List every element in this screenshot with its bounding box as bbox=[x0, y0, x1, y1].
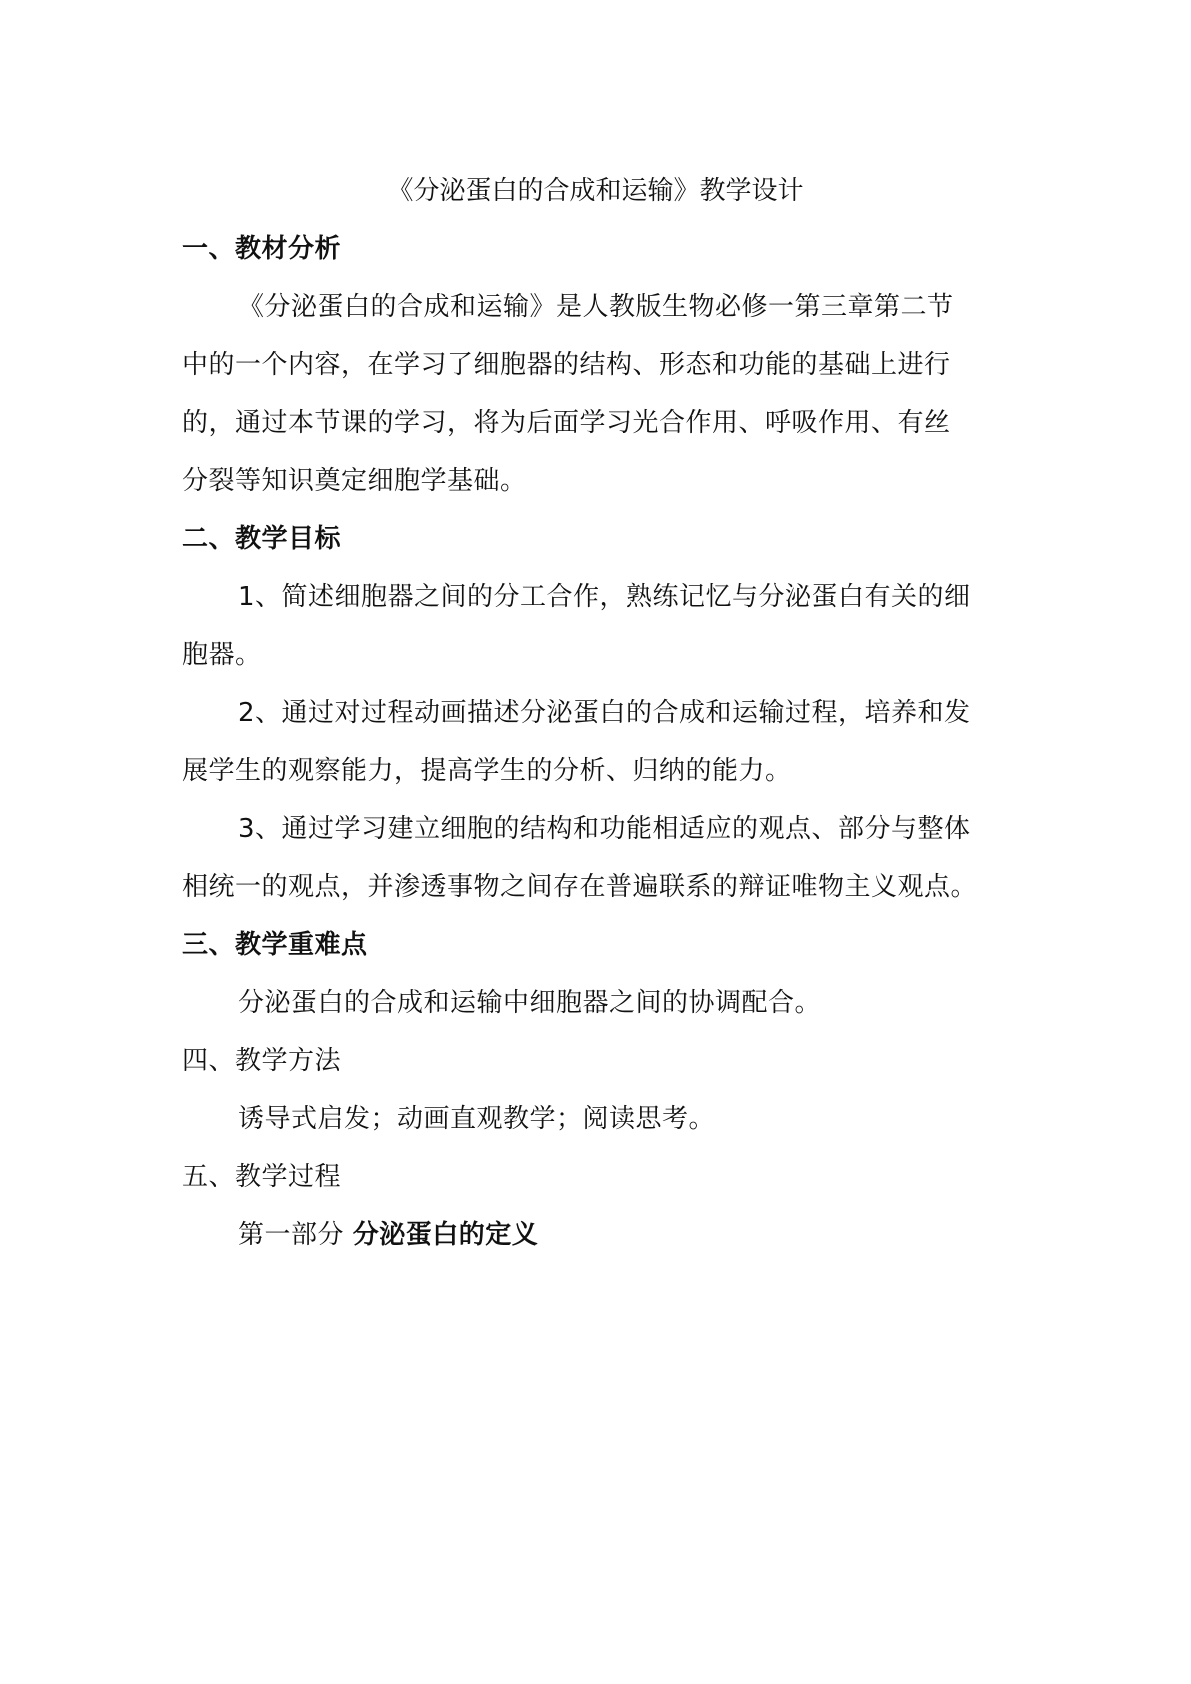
paragraph-line: 的，通过本节课的学习，将为后面学习光合作用、呼吸作用、有丝 bbox=[182, 408, 951, 438]
paragraph-line: 相统一的观点，并渗透事物之间存在普遍联系的辩证唯物主义观点。 bbox=[182, 872, 978, 902]
section-heading-textbook-analysis: 一、教材分析 bbox=[182, 234, 342, 264]
paragraph-line: 中的一个内容，在学习了细胞器的结构、形态和功能的基础上进行 bbox=[182, 350, 951, 380]
part-heading bbox=[238, 1218, 538, 1252]
paragraph-line: 分泌蛋白的合成和运输中细胞器之间的协调配合。 bbox=[238, 988, 822, 1018]
part-title: 分泌蛋白的定义 bbox=[352, 1220, 539, 1250]
section-heading-teaching-goals: 二、教学目标 bbox=[182, 524, 342, 554]
section-heading-key-difficulties: 三、教学重难点 bbox=[182, 930, 368, 960]
document-title: 《分泌蛋白的合成和运输》教学设计 bbox=[387, 176, 804, 206]
paragraph-line: 1、简述细胞器之间的分工合作，熟练记忆与分泌蛋白有关的细 bbox=[238, 582, 971, 612]
paragraph-line: 诱导式启发；动画直观教学；阅读思考。 bbox=[238, 1104, 716, 1134]
part-label: 第一部分 bbox=[238, 1220, 345, 1250]
paragraph-line: 2、通过对过程动画描述分泌蛋白的合成和运输过程，培养和发 bbox=[238, 698, 971, 728]
paragraph-line: 3、通过学习建立细胞的结构和功能相适应的观点、部分与整体 bbox=[238, 814, 971, 844]
section-heading-teaching-methods: 四、教学方法 bbox=[182, 1046, 342, 1076]
paragraph-line: 分裂等知识奠定细胞学基础。 bbox=[182, 466, 527, 496]
section-heading-teaching-process: 五、教学过程 bbox=[182, 1162, 342, 1192]
paragraph-line: 胞器。 bbox=[182, 640, 262, 670]
paragraph-line: 展学生的观察能力，提高学生的分析、归纳的能力。 bbox=[182, 756, 792, 786]
paragraph-line: 《分泌蛋白的合成和运输》是人教版生物必修一第三章第二节 bbox=[238, 292, 954, 322]
